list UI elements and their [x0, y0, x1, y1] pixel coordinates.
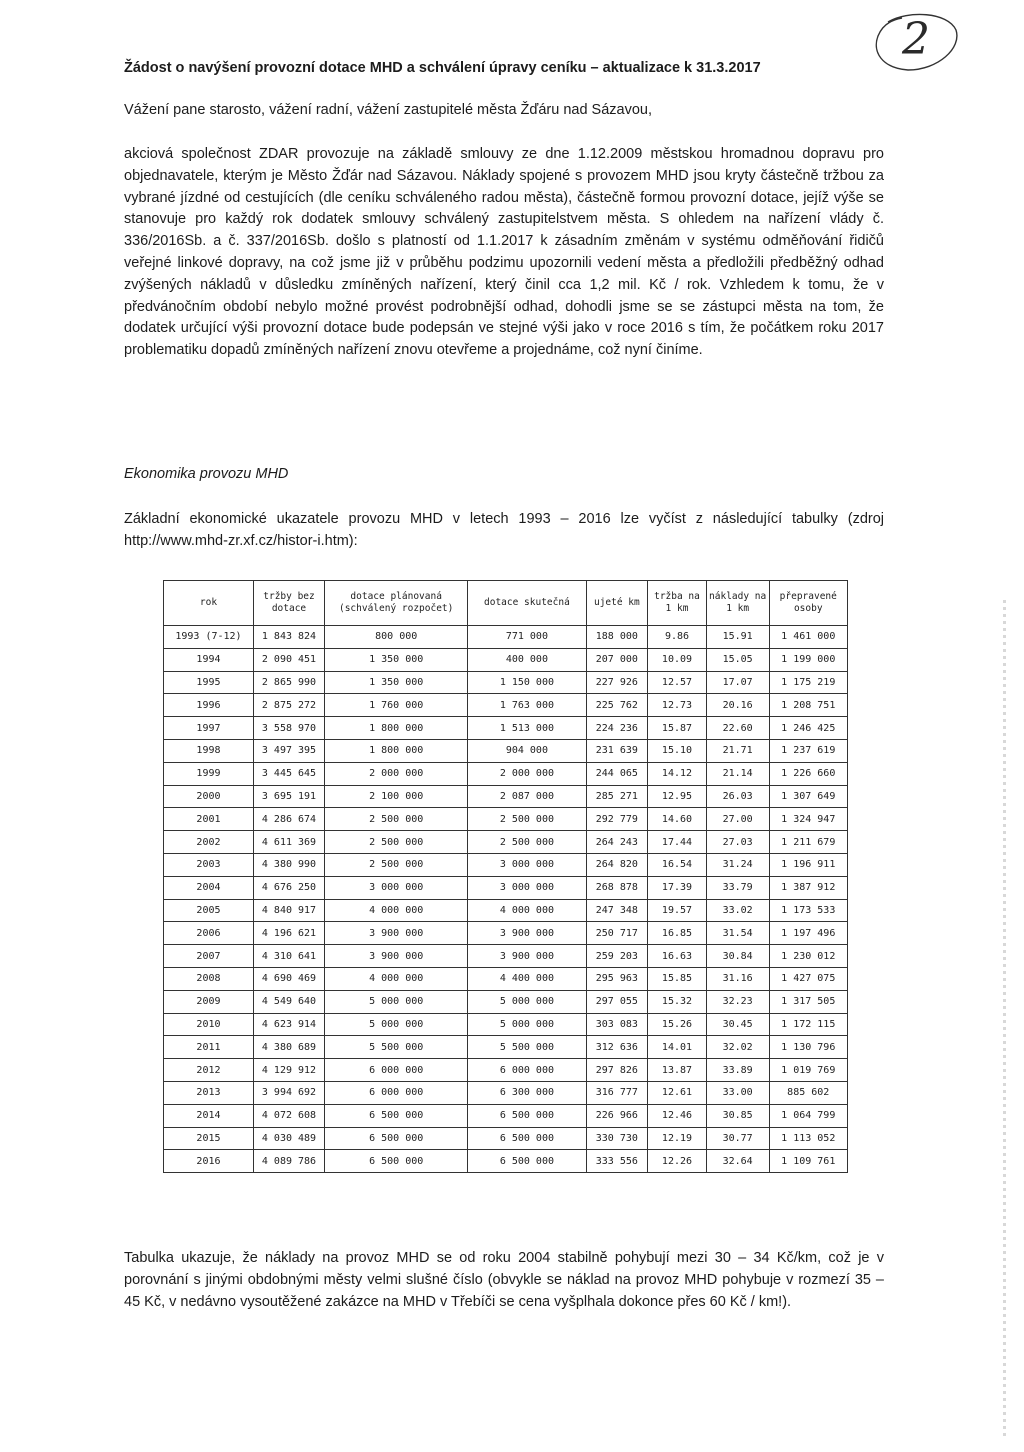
table-cell: 4 611 369: [253, 831, 324, 854]
column-header: ujeté km: [586, 581, 648, 626]
table-cell: 4 000 000: [325, 967, 468, 990]
table-cell: 17.44: [648, 831, 707, 854]
table-cell: 6 000 000: [325, 1081, 468, 1104]
table-cell: 1 513 000: [468, 717, 586, 740]
table-cell: 800 000: [325, 626, 468, 649]
column-header: dotace skutečná: [468, 581, 586, 626]
table-cell: 303 083: [586, 1013, 648, 1036]
year-cell: 1993 (7-12): [164, 626, 254, 649]
table-cell: 12.61: [648, 1081, 707, 1104]
column-header: dotace plánovaná (schválený rozpočet): [325, 581, 468, 626]
table-row: [164, 626, 848, 649]
table-cell: 295 963: [586, 967, 648, 990]
table-row: [164, 762, 848, 785]
table-cell: 312 636: [586, 1036, 648, 1059]
table-cell: 16.63: [648, 945, 707, 968]
table-cell: 30.85: [706, 1104, 769, 1127]
table-cell: 15.10: [648, 739, 707, 762]
table-row: [164, 648, 848, 671]
table-cell: 1 427 075: [769, 967, 847, 990]
year-cell: 2010: [164, 1013, 254, 1036]
table-row: [164, 945, 848, 968]
table-row: [164, 671, 848, 694]
table-cell: 1 350 000: [325, 648, 468, 671]
table-cell: 15.32: [648, 990, 707, 1013]
table-cell: 1 387 912: [769, 876, 847, 899]
table-cell: 4 030 489: [253, 1127, 324, 1150]
table-cell: 231 639: [586, 739, 648, 762]
table-cell: 247 348: [586, 899, 648, 922]
table-cell: 5 000 000: [468, 1013, 586, 1036]
column-header: rok: [164, 581, 254, 626]
column-header: tržby bez dotace: [253, 581, 324, 626]
table-cell: 225 762: [586, 694, 648, 717]
table-cell: 1 211 679: [769, 831, 847, 854]
table-cell: 4 286 674: [253, 808, 324, 831]
year-cell: 2000: [164, 785, 254, 808]
year-cell: 2007: [164, 945, 254, 968]
table-cell: 16.54: [648, 853, 707, 876]
table-cell: 1 199 000: [769, 648, 847, 671]
table-cell: 1 064 799: [769, 1104, 847, 1127]
table-cell: 297 055: [586, 990, 648, 1013]
table-cell: 1 109 761: [769, 1150, 847, 1173]
table-cell: 6 500 000: [468, 1150, 586, 1173]
table-cell: 1 350 000: [325, 671, 468, 694]
year-cell: 2008: [164, 967, 254, 990]
table-cell: 297 826: [586, 1059, 648, 1082]
table-cell: 3 695 191: [253, 785, 324, 808]
table-cell: 3 558 970: [253, 717, 324, 740]
table-cell: 6 500 000: [468, 1104, 586, 1127]
year-cell: 1995: [164, 671, 254, 694]
table-cell: 4 840 917: [253, 899, 324, 922]
table-cell: 31.24: [706, 853, 769, 876]
table-row: [164, 717, 848, 740]
table-cell: 2 875 272: [253, 694, 324, 717]
table-cell: 4 000 000: [468, 899, 586, 922]
table-cell: 14.01: [648, 1036, 707, 1059]
table-cell: 2 500 000: [468, 808, 586, 831]
table-cell: 20.16: [706, 694, 769, 717]
table-row: [164, 922, 848, 945]
table-row: [164, 808, 848, 831]
table-cell: 4 549 640: [253, 990, 324, 1013]
table-cell: 6 500 000: [325, 1127, 468, 1150]
table-intro-paragraph: Základní ekonomické ukazatele provozu MHD v letech 1993 – 2016 lze vyčíst z následující tabulky (zdroj http://www.mhd-zr.xf.cz/histor-i.htm):: [124, 511, 884, 549]
table-row: [164, 1127, 848, 1150]
intro-paragraph: akciová společnost ZDAR provozuje na základě smlouvy ze dne 1.12.2009 městskou hromadnou dopravu pro objednavatele, kterým je Město Žďár nad Sázavou. Náklady spojené s provozem MHD jsou kryty částečně tržbou za vybrané jízdné od cestujících (dle ceníku schváleného radou města), částečně formou provozní dotace, jejíž výše se stanovuje pro každý rok dodatek smlouvy schválený zastupitelstvem města. S ohledem na nařízení vlády č. 336/2016Sb. a č. 337/2016Sb. došlo s platností od 1.1.2017 k zásadním změnám v systému odměňování řidičů veřejné linkové dopravy, na což jsme již v průběhu podzimu upozornili vedení města a předložili předběžný odhad zvýšených nákladů v důsledku zmíněných nařízení, který činil cca 1,2 mil. Kč / rok. Vzhledem k tomu, že v předvánočním období nebylo možné provést podrobnější odhad, dohodli jsme se se zástupci města na tom, že dodatek určující výši provozní dotace bude podepsán ve stejné výši jako v roce 2016 s tím, že počátkem roku 2017 problematiku dopadů zmíněných nařízení znovu otevřeme a projednáme, což nyní činíme.: [124, 146, 884, 359]
table-cell: 4 196 621: [253, 922, 324, 945]
year-cell: 2015: [164, 1127, 254, 1150]
table-cell: 3 000 000: [468, 876, 586, 899]
table-cell: 1 130 796: [769, 1036, 847, 1059]
table-cell: 188 000: [586, 626, 648, 649]
table-cell: 4 400 000: [468, 967, 586, 990]
table-cell: 12.26: [648, 1150, 707, 1173]
table-cell: 15.26: [648, 1013, 707, 1036]
table-cell: 1 226 660: [769, 762, 847, 785]
table-cell: 3 900 000: [468, 945, 586, 968]
table-cell: 14.12: [648, 762, 707, 785]
table-cell: 1 197 496: [769, 922, 847, 945]
year-cell: 2002: [164, 831, 254, 854]
table-cell: 400 000: [468, 648, 586, 671]
table-cell: 1 230 012: [769, 945, 847, 968]
table-cell: 33.79: [706, 876, 769, 899]
table-cell: 3 497 395: [253, 739, 324, 762]
conclusion-paragraph: Tabulka ukazuje, že náklady na provoz MHD se od roku 2004 stabilně pohybují mezi 30 – 34 Kč/km, což je v porovnání s jinými obdobnými městy velmi slušné číslo (obvykle se náklad na provoz MHD pohybuje v rozmezí 35 – 45 Kč, v nedávno vysoutěžené zakázce na MHD v Třebíči se cena vyšplhala dokonce přes 60 Kč / km!).: [124, 1250, 884, 1310]
table-cell: 32.64: [706, 1150, 769, 1173]
table-row: [164, 694, 848, 717]
table-cell: 6 000 000: [468, 1059, 586, 1082]
table-cell: 6 300 000: [468, 1081, 586, 1104]
table-cell: 333 556: [586, 1150, 648, 1173]
table-cell: 12.19: [648, 1127, 707, 1150]
table-cell: 33.89: [706, 1059, 769, 1082]
table-row: [164, 967, 848, 990]
table-cell: 1 172 115: [769, 1013, 847, 1036]
year-cell: 2013: [164, 1081, 254, 1104]
table-body: [164, 626, 848, 1173]
year-cell: 2014: [164, 1104, 254, 1127]
year-cell: 1998: [164, 739, 254, 762]
table-cell: 3 994 692: [253, 1081, 324, 1104]
table-cell: 9.86: [648, 626, 707, 649]
table-row: [164, 876, 848, 899]
table-cell: 285 271: [586, 785, 648, 808]
table-cell: 5 000 000: [468, 990, 586, 1013]
table-cell: 885 602: [769, 1081, 847, 1104]
table-cell: 15.85: [648, 967, 707, 990]
year-cell: 2004: [164, 876, 254, 899]
table-cell: 27.00: [706, 808, 769, 831]
table-cell: 2 500 000: [468, 831, 586, 854]
table-cell: 27.03: [706, 831, 769, 854]
table-row: [164, 990, 848, 1013]
table-cell: 264 243: [586, 831, 648, 854]
table-cell: 4 623 914: [253, 1013, 324, 1036]
table-cell: 3 000 000: [468, 853, 586, 876]
table-row: [164, 831, 848, 854]
table-cell: 3 000 000: [325, 876, 468, 899]
table-cell: 207 000: [586, 648, 648, 671]
table-cell: 5 000 000: [325, 1013, 468, 1036]
table-cell: 12.57: [648, 671, 707, 694]
table-cell: 1 113 052: [769, 1127, 847, 1150]
table-cell: 1 763 000: [468, 694, 586, 717]
table-cell: 4 380 990: [253, 853, 324, 876]
table-cell: 6 500 000: [325, 1104, 468, 1127]
table-cell: 32.02: [706, 1036, 769, 1059]
table-cell: 1 175 219: [769, 671, 847, 694]
table-cell: 2 865 990: [253, 671, 324, 694]
table-cell: 292 779: [586, 808, 648, 831]
year-cell: 2001: [164, 808, 254, 831]
year-cell: 1999: [164, 762, 254, 785]
table-cell: 15.91: [706, 626, 769, 649]
year-cell: 2005: [164, 899, 254, 922]
year-cell: 2011: [164, 1036, 254, 1059]
table-cell: 316 777: [586, 1081, 648, 1104]
table-cell: 1 317 505: [769, 990, 847, 1013]
table-cell: 2 087 000: [468, 785, 586, 808]
table-cell: 244 065: [586, 762, 648, 785]
table-cell: 1 246 425: [769, 717, 847, 740]
table-row: [164, 1036, 848, 1059]
table-cell: 226 966: [586, 1104, 648, 1127]
column-header: náklady na 1 km: [706, 581, 769, 626]
table-cell: 259 203: [586, 945, 648, 968]
year-cell: 1994: [164, 648, 254, 671]
section-title: Ekonomika provozu MHD: [124, 466, 289, 482]
table-cell: 1 843 824: [253, 626, 324, 649]
table-cell: 1 237 619: [769, 739, 847, 762]
table-row: [164, 785, 848, 808]
table-cell: 268 878: [586, 876, 648, 899]
table-cell: 19.57: [648, 899, 707, 922]
year-cell: 2012: [164, 1059, 254, 1082]
year-cell: 2009: [164, 990, 254, 1013]
table-cell: 2 500 000: [325, 831, 468, 854]
column-header: přepravené osoby: [769, 581, 847, 626]
table-cell: 14.60: [648, 808, 707, 831]
table-cell: 13.87: [648, 1059, 707, 1082]
table-cell: 2 100 000: [325, 785, 468, 808]
table-cell: 2 000 000: [468, 762, 586, 785]
table-cell: 31.54: [706, 922, 769, 945]
table-cell: 4 380 689: [253, 1036, 324, 1059]
table-cell: 4 000 000: [325, 899, 468, 922]
table-cell: 33.00: [706, 1081, 769, 1104]
table-cell: 4 129 912: [253, 1059, 324, 1082]
table-cell: 4 690 469: [253, 967, 324, 990]
table-cell: 12.46: [648, 1104, 707, 1127]
table-cell: 1 800 000: [325, 717, 468, 740]
table-cell: 15.87: [648, 717, 707, 740]
table-cell: 3 900 000: [325, 922, 468, 945]
table-cell: 1 324 947: [769, 808, 847, 831]
salutation: Vážení pane starosto, vážení radní, vážení zastupitelé města Žďáru nad Sázavou,: [124, 102, 652, 118]
document-heading: Žádost o navýšení provozní dotace MHD a schválení úpravy ceníku – aktualizace k 31.3.2017: [124, 60, 761, 76]
table-cell: 904 000: [468, 739, 586, 762]
table-cell: 6 500 000: [325, 1150, 468, 1173]
table-cell: 12.73: [648, 694, 707, 717]
table-cell: 1 173 533: [769, 899, 847, 922]
table-cell: 1 461 000: [769, 626, 847, 649]
table-header-row: [164, 581, 848, 626]
table-cell: 33.02: [706, 899, 769, 922]
table-cell: 16.85: [648, 922, 707, 945]
table-cell: 3 900 000: [325, 945, 468, 968]
table-cell: 5 500 000: [325, 1036, 468, 1059]
column-header: tržba na 1 km: [648, 581, 707, 626]
table-cell: 10.09: [648, 648, 707, 671]
table-row: [164, 1081, 848, 1104]
table-cell: 1 019 769: [769, 1059, 847, 1082]
table-cell: 30.45: [706, 1013, 769, 1036]
mhd-economics-table: [163, 580, 848, 1173]
table-row: [164, 853, 848, 876]
page-number: 2: [902, 14, 930, 65]
table-cell: 26.03: [706, 785, 769, 808]
table-cell: 250 717: [586, 922, 648, 945]
table-cell: 4 676 250: [253, 876, 324, 899]
table-cell: 1 760 000: [325, 694, 468, 717]
table-cell: 12.95: [648, 785, 707, 808]
table-cell: 30.77: [706, 1127, 769, 1150]
table-cell: 17.39: [648, 876, 707, 899]
table-cell: 21.14: [706, 762, 769, 785]
table-row: [164, 1150, 848, 1173]
year-cell: 2003: [164, 853, 254, 876]
table-cell: 330 730: [586, 1127, 648, 1150]
table-row: [164, 1059, 848, 1082]
table-cell: 6 000 000: [325, 1059, 468, 1082]
scan-edge-artifact: [1003, 600, 1006, 1440]
table-cell: 224 236: [586, 717, 648, 740]
table-cell: 2 090 451: [253, 648, 324, 671]
table-cell: 6 500 000: [468, 1127, 586, 1150]
table-cell: 15.05: [706, 648, 769, 671]
table-cell: 4 310 641: [253, 945, 324, 968]
table-cell: 3 900 000: [468, 922, 586, 945]
table-row: [164, 1013, 848, 1036]
table-cell: 2 500 000: [325, 808, 468, 831]
year-cell: 2006: [164, 922, 254, 945]
table-cell: 5 500 000: [468, 1036, 586, 1059]
table-cell: 31.16: [706, 967, 769, 990]
table-cell: 1 150 000: [468, 671, 586, 694]
table-cell: 1 800 000: [325, 739, 468, 762]
table-cell: 1 196 911: [769, 853, 847, 876]
table-cell: 227 926: [586, 671, 648, 694]
table-cell: 1 307 649: [769, 785, 847, 808]
table-cell: 4 089 786: [253, 1150, 324, 1173]
table-row: [164, 1104, 848, 1127]
table-cell: 2 500 000: [325, 853, 468, 876]
table-cell: 17.07: [706, 671, 769, 694]
year-cell: 1997: [164, 717, 254, 740]
table-cell: 4 072 608: [253, 1104, 324, 1127]
table-cell: 2 000 000: [325, 762, 468, 785]
year-cell: 2016: [164, 1150, 254, 1173]
table-cell: 30.84: [706, 945, 769, 968]
table-cell: 21.71: [706, 739, 769, 762]
table-cell: 264 820: [586, 853, 648, 876]
table-cell: 1 208 751: [769, 694, 847, 717]
year-cell: 1996: [164, 694, 254, 717]
table-row: [164, 899, 848, 922]
table-cell: 3 445 645: [253, 762, 324, 785]
table-cell: 22.60: [706, 717, 769, 740]
table-cell: 32.23: [706, 990, 769, 1013]
table-cell: 5 000 000: [325, 990, 468, 1013]
table-cell: 771 000: [468, 626, 586, 649]
table-row: [164, 739, 848, 762]
